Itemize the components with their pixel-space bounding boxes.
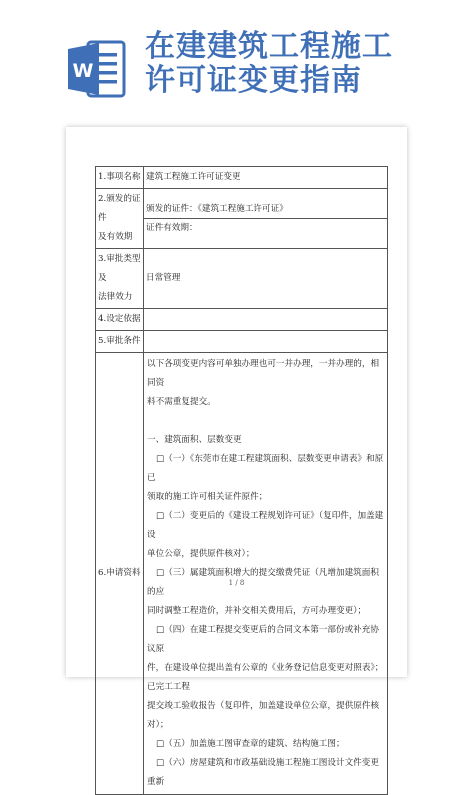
row-value: 日常管理 (144, 249, 388, 309)
row-label (96, 249, 144, 309)
row-label-line: 3.审批类型及 (98, 254, 141, 283)
section-heading: 一、建筑面积、层数变更 (147, 435, 242, 445)
paragraph-line: 同时调整工程造价，并补交相关费用后，方可办理变更）； (147, 606, 367, 616)
row-label (96, 189, 144, 249)
banner (0, 0, 474, 130)
row-value (144, 189, 388, 249)
paragraph-line: 提交竣工验收报告（复印件，加盖建设单位公章，提供原件核对）； (147, 701, 380, 730)
row-value (144, 309, 388, 331)
paragraph-line: □（二）变更后的《建设工程规划许可证》（复印件，加盖建设 (147, 511, 384, 540)
materials-content (144, 353, 388, 795)
row-label-line: 法律效力 (98, 292, 133, 302)
paragraph-line: 领取的施工许可相关证件原件； (147, 492, 268, 502)
paragraph-line: 单位公章，提供原件核对）； (147, 549, 255, 559)
row-label: 5.审批条件 (96, 331, 144, 353)
row-label-line: 2.颁发的证件 (98, 194, 141, 223)
paragraph-line (147, 412, 384, 431)
row-value: 建筑工程施工许可证变更 (144, 167, 388, 189)
row-label: 6.申请资料 (96, 353, 144, 795)
table-row (96, 189, 388, 249)
page-number: 1 / 8 (228, 579, 245, 587)
table-row (96, 249, 388, 309)
table-row (96, 309, 388, 331)
row-label: 1.事项名称 (96, 167, 144, 189)
paragraph-line: 以下各项变更内容可单独办理也可一并办理，一并办理的，相同资 (147, 359, 380, 388)
row-value-line: 颁发的证件：《建筑工程施工许可证》 (144, 200, 387, 219)
paragraph-line: □（五）加盖施工图审查章的建筑、结构施工图； (156, 739, 345, 749)
row-label: 4.设定依据 (96, 309, 144, 331)
row-value (144, 331, 388, 353)
svg-text:W: W (72, 60, 94, 82)
paragraph-line: □（四）在建工程提交变更后的合同文本第一部份或补充协议原 (147, 625, 379, 654)
document-page (66, 127, 407, 787)
paragraph-line: 件，在建设单位提出盖有公章的《业务登记信息变更对照表》；已完工工程 (147, 663, 384, 692)
table-row (96, 331, 388, 353)
table-row (96, 167, 388, 189)
paragraph-line: 料不需重复提交。 (147, 397, 216, 407)
title-line-1: 在建建筑工程施工 (145, 29, 393, 64)
title-line-2: 许可证变更指南 (145, 63, 362, 98)
word-doc-icon (66, 38, 128, 100)
paragraph-line: □（三）属建筑面积增大的提交缴费凭证（凡增加建筑面积的应 (147, 568, 379, 597)
table-row (96, 353, 388, 795)
row-label-line: 及有效期 (98, 232, 133, 242)
document-title (145, 30, 465, 98)
guide-table (95, 166, 388, 795)
row-value-line: 证件有效期： (146, 223, 198, 233)
paragraph-line: □（一）《东莞市在建工程建筑面积、层数变更申请表》和原已 (147, 454, 384, 483)
paragraph-line: □（六）房屋建筑和市政基础设施工程施工图设计文件变更重新 (147, 758, 379, 787)
